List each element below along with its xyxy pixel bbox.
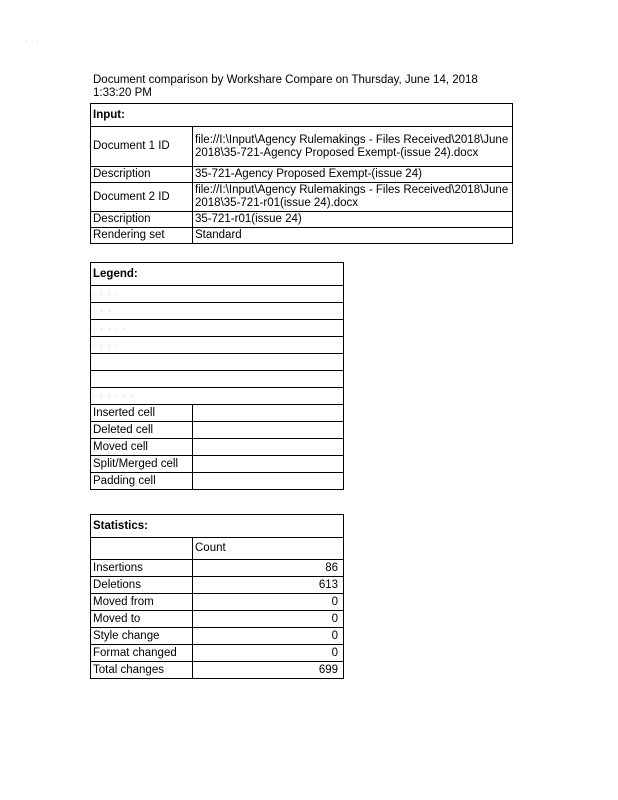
statistics-label-total-changes: Total changes — [91, 662, 193, 679]
input-label-document1-id: Document 1 ID — [91, 127, 193, 167]
statistics-count-moved-to: 0 — [193, 611, 344, 628]
statistics-label-deletions: Deletions — [91, 577, 193, 594]
input-value-rendering-set: Standard — [193, 228, 513, 244]
legend-split-merged-cell-label: Split/Merged cell — [91, 456, 193, 473]
statistics-label-moved-from: Moved from — [91, 594, 193, 611]
scan-speck: · · — [25, 36, 42, 45]
legend-inserted-cell-label: Inserted cell — [91, 405, 193, 422]
legend-style-row — [91, 303, 344, 320]
legend-style-sample: · · · · — [93, 291, 120, 298]
input-value-document1-id: file://I:\Input\Agency Rulemakings - Files Received\2018\June 2018\35-721-Agency Proposed Exempt-(issue 24).docx — [193, 127, 513, 167]
statistics-count-moved-from: 0 — [193, 594, 344, 611]
input-value-document2-id: file://I:\Input\Agency Rulemakings - Files Received\2018\June 2018\35-721-r01(issue 24).docx — [193, 183, 513, 212]
legend-split-merged-cell-swatch — [193, 456, 344, 473]
legend-style-sample: · · · — [93, 308, 113, 315]
statistics-corner-cell — [91, 538, 193, 560]
legend-style-row — [91, 388, 344, 405]
legend-style-row — [91, 286, 344, 303]
statistics-label-style-change: Style change — [91, 628, 193, 645]
statistics-count-deletions: 613 — [193, 577, 344, 594]
legend-deleted-cell-swatch — [193, 422, 344, 439]
legend-deleted-cell-label: Deleted cell — [91, 422, 193, 439]
input-heading: Input: — [91, 104, 513, 127]
legend-padding-cell-swatch — [193, 473, 344, 490]
input-table — [90, 103, 513, 244]
statistics-heading: Statistics: — [91, 515, 344, 538]
statistics-count-insertions: 86 — [193, 560, 344, 577]
input-value-description1: 35-721-Agency Proposed Exempt-(issue 24) — [193, 167, 513, 183]
statistics-count-total-changes: 699 — [193, 662, 344, 679]
statistics-label-insertions: Insertions — [91, 560, 193, 577]
statistics-table — [90, 514, 344, 679]
input-label-document2-id: Document 2 ID — [91, 183, 193, 212]
legend-inserted-cell-swatch — [193, 405, 344, 422]
legend-heading: Legend: — [91, 263, 344, 286]
legend-table — [90, 262, 344, 490]
statistics-count-header: Count — [193, 538, 344, 560]
statistics-label-moved-to: Moved to — [91, 611, 193, 628]
legend-moved-cell-label: Moved cell — [91, 439, 193, 456]
statistics-count-style-change: 0 — [193, 628, 344, 645]
input-label-rendering-set: Rendering set — [91, 228, 193, 244]
input-label-description1: Description — [91, 167, 193, 183]
legend-moved-cell-swatch — [193, 439, 344, 456]
legend-style-sample: · · · · — [93, 342, 120, 349]
input-value-description2: 35-721-r01(issue 24) — [193, 212, 513, 228]
legend-style-row — [91, 320, 344, 337]
legend-style-sample: · · · · · · — [93, 393, 136, 400]
statistics-label-format-changed: Format changed — [91, 645, 193, 662]
page-title: Document comparison by Workshare Compare on Thursday, June 14, 2018 1:33:20 PM — [93, 74, 478, 99]
legend-style-row — [91, 337, 344, 354]
legend-style-row — [91, 371, 344, 388]
legend-style-row — [91, 354, 344, 371]
legend-padding-cell-label: Padding cell — [91, 473, 193, 490]
legend-style-sample: · · · · · — [93, 325, 128, 332]
input-label-description2: Description — [91, 212, 193, 228]
statistics-count-format-changed: 0 — [193, 645, 344, 662]
